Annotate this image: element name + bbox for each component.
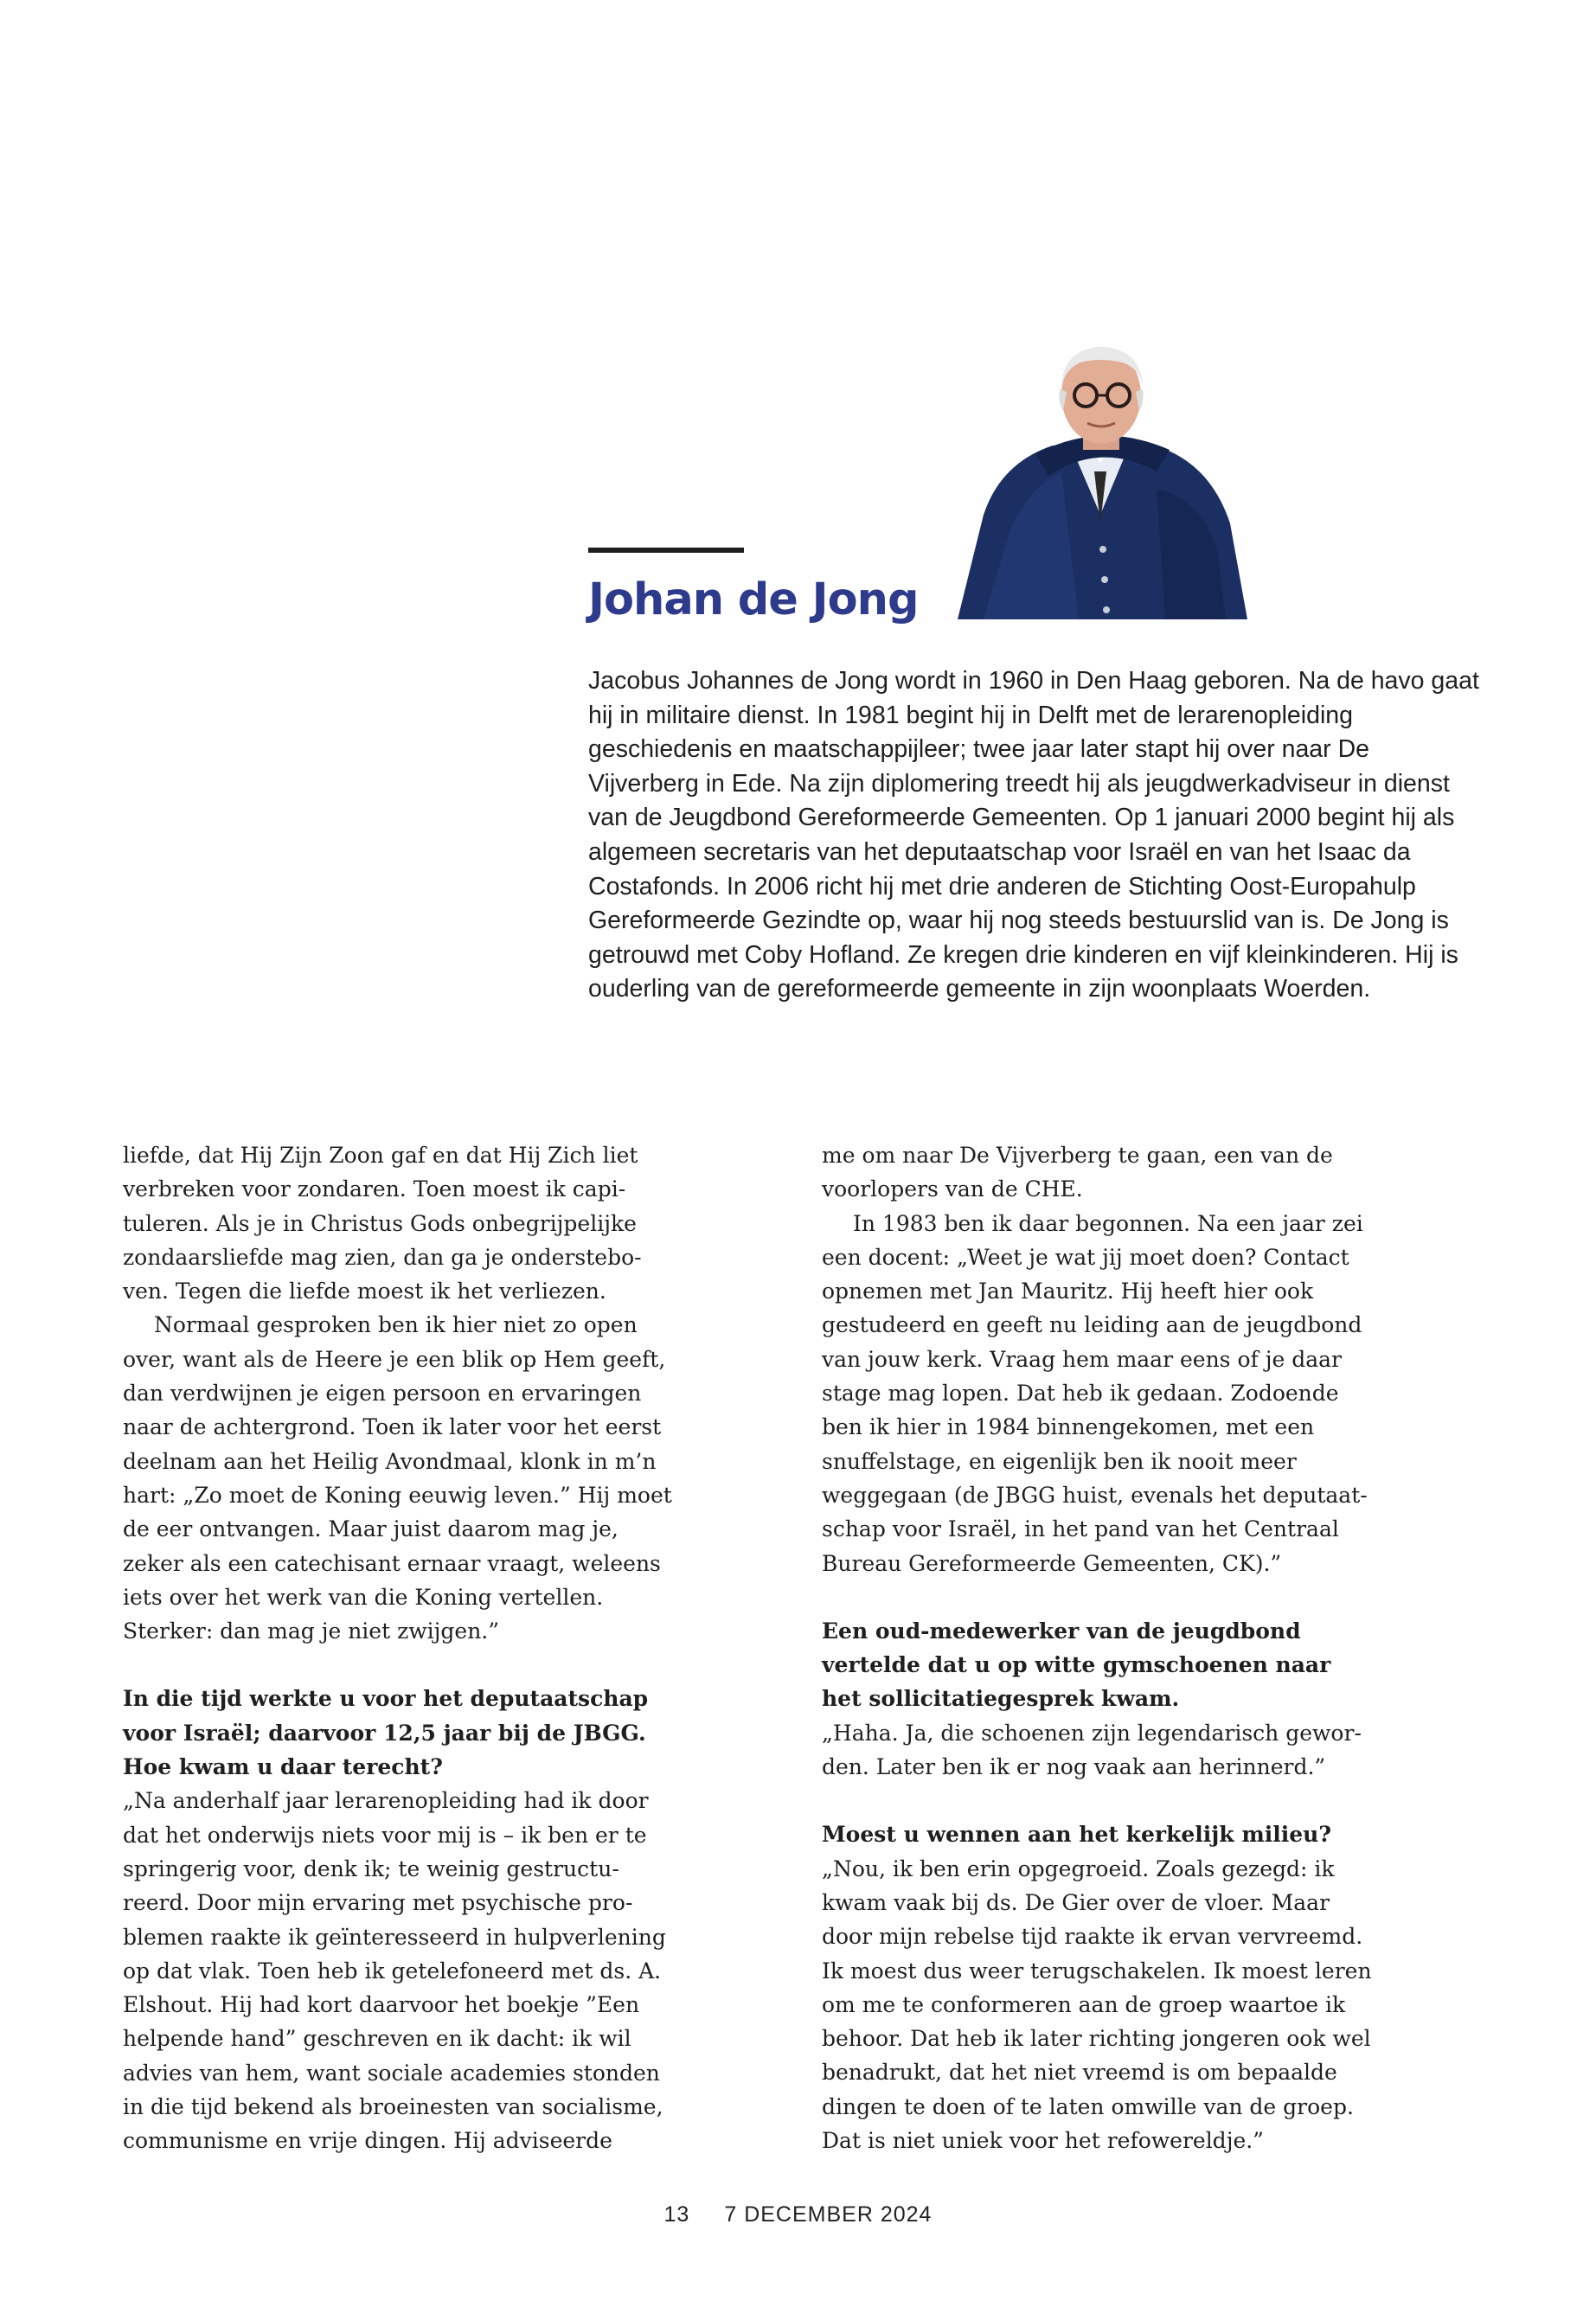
article-column-left <box>123 1138 676 2158</box>
profile-name: Johan de Jong <box>588 574 919 625</box>
interview-question: Moest u wennen aan het kerkelijk milieu? <box>822 1822 1332 1848</box>
page-footer <box>0 2202 1596 2227</box>
header-rule <box>588 548 744 553</box>
article-paragraph: me om naar De Vijverberg te gaan, een van de voorlopers van de CHE. <box>822 1143 1333 1202</box>
interview-question: In die tijd werkte u voor het deputaatschap voor Israël; daarvoor 12,5 jaar bij de JBGG. Hoe kwam u daar terecht? <box>123 1686 649 1780</box>
interview-answer: „Haha. Ja, die schoenen zijn legendarisch geworden. Later ben ik er nog vaak aan herinnerd.” <box>822 1720 1362 1780</box>
article-paragraph: Normaal gesproken ben ik hier niet zo open over, want als de Heere je een blik op Hem geeft, dan verdwijnen je eigen persoon en ervaringen naar de achtergrond. Toen ik later voor het eerst deelnam aan het Heilig Avondmaal, klonk in m’n hart: „Zo moet de Koning eeuwig leven.” Hij moet de eer ontvangen. Maar juist daarom mag je, zeker als een catechisant ernaar vraagt, weleens iets over het werk van die Koning vertellen. Sterker: dan mag je niet zwijgen.” <box>123 1312 672 1644</box>
page-number: 13 <box>663 2202 690 2227</box>
interview-answer: „Nou, ik ben erin opgegroeid. Zoals gezegd: ik kwam vaak bij ds. De Gier over de vloer. Maar door mijn rebelse tijd raakte ik ervan vervreemd. Ik moest dus weer terugschakelen. Ik moest leren om me te conformeren aan de groep waartoe ik behoor. Dat heb ik later richting jongeren ook wel benadrukt, dat het niet vreemd is om bepaalde dingen te doen of te laten omwille van de groep. Dat is niet uniek voor het refowereldje.” <box>822 1856 1372 2154</box>
interview-answer: „Na anderhalf jaar lerarenopleiding had ik door dat het onderwijs niets voor mij is – ik ben er te springerig voor, denk ik; te weinig gestructureerd. Door mijn ervaring met psychische problemen raakte ik geïnteresseerd in hulpverlening op dat vlak. Toen heb ik getelefoneerd met ds. A. Elshout. Hij had kort daarvoor het boekje ”Een helpende hand” geschreven en ik dacht: ik wil advies van hem, want sociale academies stonden in die tijd bekend als broeinesten van socialisme, communisme en vrije dingen. Hij adviseerde <box>123 1788 666 2154</box>
profile-bio: Jacobus Johannes de Jong wordt in 1960 in Den Haag geboren. Na de havo gaat hij in militaire dienst. In 1981 begint hij in Delft met de lerarenopleiding geschiedenis en maatschappijleer; twee jaar later stapt hij over naar De Vijverberg in Ede. Na zijn diplomering treedt hij als jeugdwerkadviseur in dienst van de Jeugdbond Gereformeerde Gemeenten. Op 1 januari 2000 begint hij als algemeen secretaris van het deputaatschap voor Israël en van het Isaac da Costafonds. In 2006 richt hij met drie anderen de Stichting Oost-Europahulp Gereformeerde Gezindte op, waar hij nog steeds bestuurslid van is. De Jong is getrouwd met Coby Hofland. Ze kregen drie kinderen en vijf kleinkinderen. Hij is ouderling van de gereformeerde gemeente in zijn woonplaats Woerden. <box>588 667 1479 1003</box>
interview-question: Een oud-medewerker van de jeugdbond vertelde dat u op witte gymschoenen naar het sollicitatiegesprek kwam. <box>822 1618 1331 1712</box>
article-paragraph: In 1983 ben ik daar begonnen. Na een jaar zei een docent: „Weet je wat jij moet doen? Contact opnemen met Jan Mauritz. Hij heeft hier ook gestudeerd en geeft nu leiding aan de jeugdbond van jouw kerk. Vraag hem maar eens of je daar stage mag lopen. Dat heb ik gedaan. Zodoende ben ik hier in 1984 binnengekomen, met een snuffelstage, en eigenlijk ben ik nooit meer weggegaan (de JBGG huist, evenals het deputaatschap voor Israël, in het pand van het Centraal Bureau Gereformeerde Gemeenten, CK).” <box>822 1210 1368 1576</box>
article-column-right <box>822 1138 1375 2157</box>
article-paragraph: liefde, dat Hij Zijn Zoon gaf en dat Hij Zich liet verbreken voor zondaren. Toen moest ik capituleren. Als je in Christus Gods onbegrijpelijke zondaarsliefde mag zien, dan ga je ondersteboven. Tegen die liefde moest ik het verliezen. <box>123 1143 642 1304</box>
issue-date: 7 DECEMBER 2024 <box>724 2202 933 2227</box>
portrait-photo-icon <box>949 342 1254 619</box>
